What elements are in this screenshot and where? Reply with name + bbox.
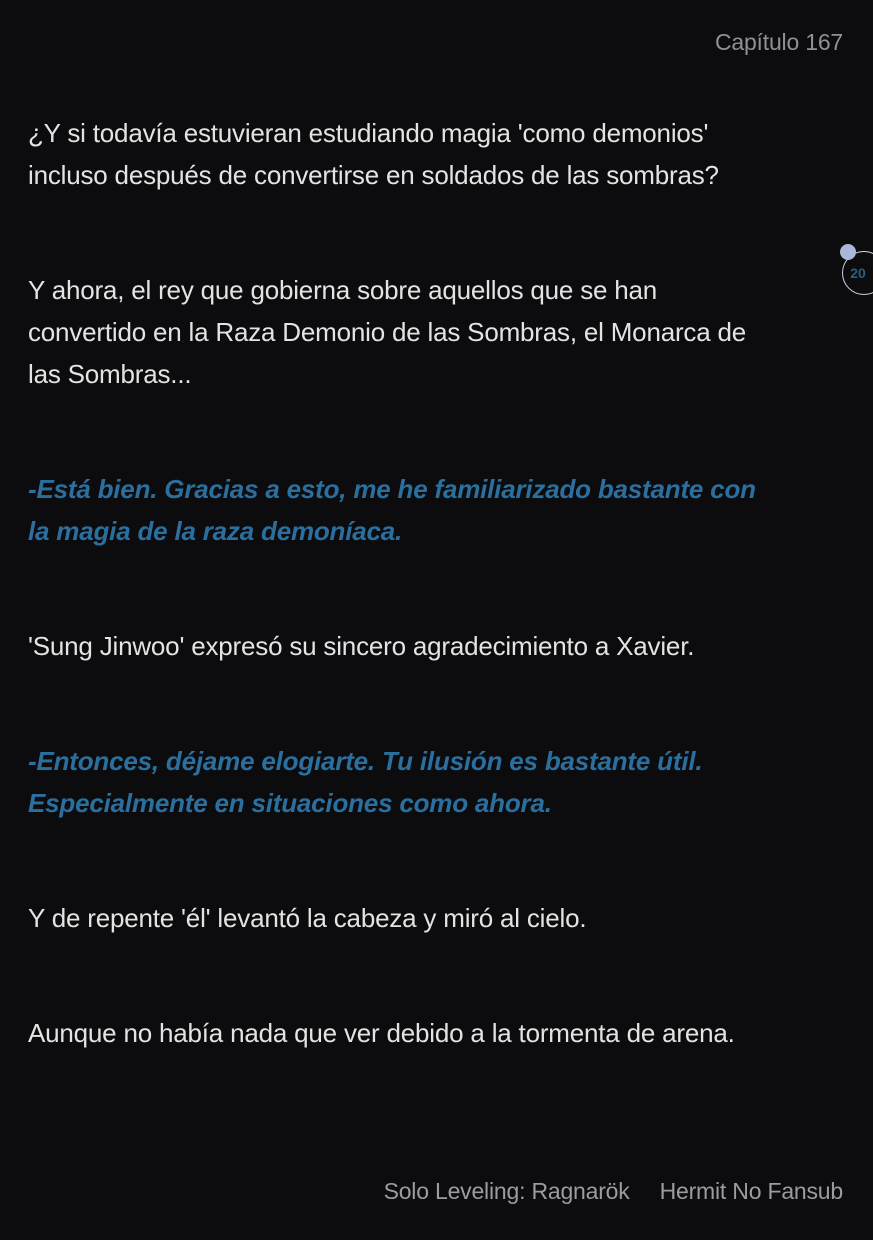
paragraph-line: incluso después de convertirse en soldados de las sombras? <box>28 160 719 190</box>
paragraph-line: -Está bien. Gracias a esto, me he familiarizado bastante con <box>28 474 756 504</box>
paragraph <box>28 897 845 939</box>
paragraph-line: -Entonces, déjame elogiarte. Tu ilusión es bastante útil. <box>28 746 703 776</box>
paragraph <box>28 269 845 395</box>
paragraph-line: Y ahora, el rey que gobierna sobre aquellos que se han <box>28 275 658 305</box>
progress-badge-value: 20 <box>850 265 866 281</box>
footer-fansub-credit: Hermit No Fansub <box>659 1178 843 1204</box>
paragraph-line: Y de repente 'él' levantó la cabeza y miró al cielo. <box>28 903 587 933</box>
progress-badge[interactable] <box>842 251 873 295</box>
paragraph-line: las Sombras... <box>28 359 192 389</box>
dialogue-paragraph <box>28 740 845 824</box>
paragraph-line: ¿Y si todavía estuvieran estudiando magia 'como demonios' <box>28 118 709 148</box>
paragraph-line: Aunque no había nada que ver debido a la tormenta de arena. <box>28 1018 735 1048</box>
page-footer <box>384 1176 843 1206</box>
paragraph-line: la magia de la raza demoníaca. <box>28 516 403 546</box>
paragraph <box>28 625 845 667</box>
dialogue-paragraph <box>28 468 845 552</box>
footer-series-title: Solo Leveling: Ragnarök <box>383 1178 630 1204</box>
chapter-header: Capítulo 167 <box>714 29 843 55</box>
reader-content <box>28 112 845 1127</box>
paragraph-line: Especialmente en situaciones como ahora. <box>28 788 552 818</box>
paragraph-line: convertido en la Raza Demonio de las Sombras, el Monarca de <box>28 317 747 347</box>
paragraph-line: 'Sung Jinwoo' expresó su sincero agradecimiento a Xavier. <box>28 631 695 661</box>
paragraph <box>28 112 845 196</box>
paragraph <box>28 1012 845 1054</box>
